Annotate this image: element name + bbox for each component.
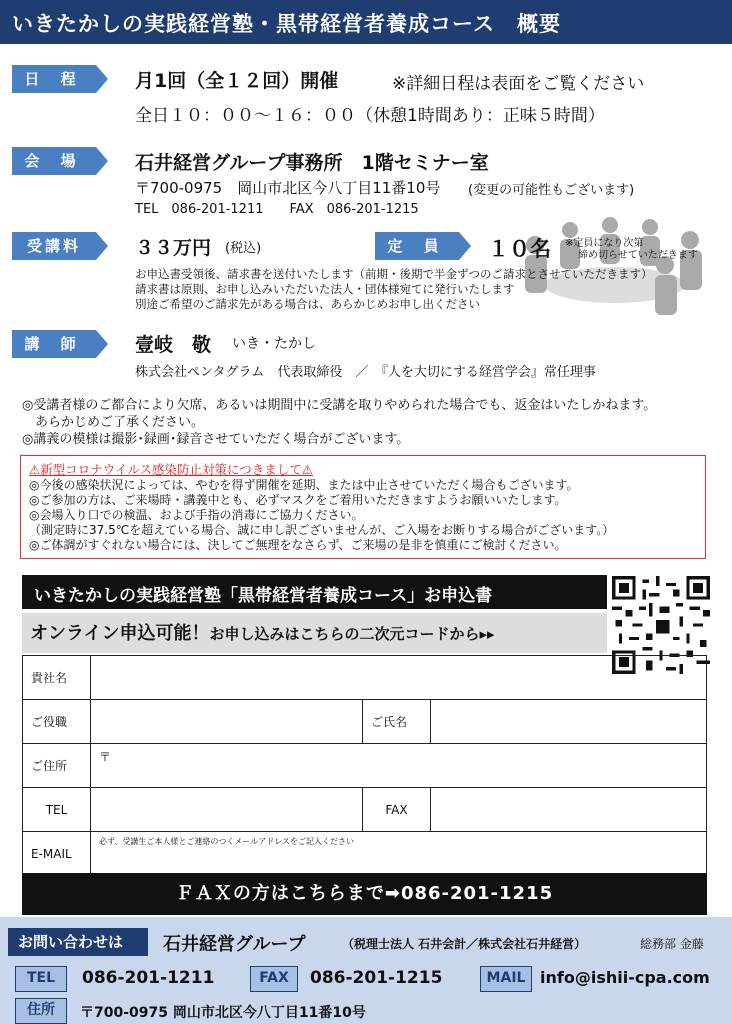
footer-fax: 086-201-1215	[310, 968, 443, 988]
lecturer-tag-arrow	[96, 330, 108, 358]
fee-tag: 受講料	[12, 232, 96, 260]
venue-tag: 会 場	[12, 147, 96, 175]
footer-tel-tag: TEL	[15, 966, 67, 992]
page-title: いきたかしの実践経営塾・黒帯経営者養成コース 概要	[0, 0, 732, 44]
covid-title: ⚠新型コロナウイルス感染防止対策につきまして⚠	[29, 462, 313, 477]
venue-tel-fax: TEL 086-201-1211 FAX 086-201-1215	[135, 202, 419, 217]
lecturer-kana: いき・たかし	[232, 336, 316, 352]
email-label: E-MAIL	[23, 832, 91, 876]
lecturer-tag: 講 師	[12, 330, 96, 358]
fee-note-1: お申込書受領後、請求書を送付いたします（前期・後期で半金ずつのご請求とさせていただきます）	[135, 267, 653, 281]
contact-tag: お問い合わせは	[8, 928, 148, 956]
footer-tel[interactable]: 086-201-1211	[82, 968, 215, 988]
fee-note-3: 別途ご希望のご請求先がある場合は、あらかじめお申し出ください	[135, 297, 480, 311]
fee-tax: (税込)	[225, 241, 262, 256]
application-form	[22, 655, 707, 876]
covid-line-4: （測定時に37.5℃を超えている場合、誠に申し訳ございませんが、ご入場をお断りする場合がございます。）	[29, 523, 615, 537]
capacity-note-1: ※定員になり次第	[565, 238, 644, 249]
venue-name: 石井経営グループ事務所 1階セミナー室	[135, 152, 489, 174]
company-label: 貴社名	[23, 656, 91, 700]
covid-line-3: ◎会場入り口での検温、および手指の消毒にご協力ください。	[29, 508, 364, 522]
footer-company-sub: （税理士法人 石井会計／株式会社石井経営）	[342, 937, 587, 951]
covid-line-5: ◎ご体調がすぐれない場合には、決してご無理をなさらず、ご来場の是非を慎重にご検討ください。	[29, 538, 567, 552]
schedule-tag-arrow	[96, 65, 108, 93]
covid-notice	[20, 455, 706, 559]
address-label: ご住所	[23, 744, 91, 788]
note-1: ◎受講者様のご都合により欠席、あるいは期間中に受講を取りやめられた場合でも、返金はいたしかねます。	[22, 398, 657, 413]
tel-field[interactable]	[91, 788, 363, 832]
schedule-main: 月1回（全１２回）開催	[135, 70, 339, 92]
fee-tag-arrow	[96, 232, 108, 260]
venue-address: 〒700-0975 岡山市北区今八丁目11番10号	[135, 179, 441, 197]
position-field[interactable]	[91, 700, 363, 744]
online-strong: オンライン申込可能！	[30, 623, 210, 644]
company-field[interactable]	[91, 656, 707, 700]
footer-mail[interactable]: info@ishii-cpa.com	[540, 968, 710, 987]
meeting-illustration	[515, 205, 715, 325]
note-2: あらかじめご了承ください。	[22, 415, 205, 430]
email-note: 必ず、受講生ご本人様とご連絡のつくメールアドレスをご記入ください	[99, 837, 354, 846]
venue-address-note: (変更の可能性もございます)	[468, 183, 635, 198]
online-rest: お申し込みはこちらの二次元コードから▸▸	[209, 625, 495, 643]
name-field[interactable]	[431, 700, 707, 744]
schedule-tag: 日 程	[12, 65, 96, 93]
lecturer-name: 壹岐 敬	[135, 334, 212, 356]
covid-line-1: ◎今後の感染状況によっては、やむを得ず開催を延期、または中止させていただく場合もございます。	[29, 478, 579, 492]
form-heading: いきたかしの実践経営塾「黒帯経営者養成コース」お申込書	[22, 575, 607, 609]
footer-fax-tag: FAX	[250, 966, 298, 992]
fax-field[interactable]	[431, 788, 707, 832]
footer-addr-tag: 住所	[15, 998, 67, 1024]
fee-note-2: 請求書は原則、お申し込みいただいた法人・団体様宛てに発行いたします	[135, 282, 515, 296]
position-label: ご役職	[23, 700, 91, 744]
schedule-note: ※詳細日程は表面をご覧ください	[392, 74, 645, 94]
venue-tag-arrow	[96, 147, 108, 175]
name-label: ご氏名	[363, 700, 431, 744]
footer-dept: 総務部 金藤	[640, 937, 704, 951]
footer-addr: 〒700-0975 岡山市北区今八丁目11番10号	[80, 1005, 366, 1021]
capacity-tag: 定 員	[375, 232, 459, 260]
fee-amount: ３３万円	[135, 237, 212, 259]
schedule-time: 全日１０：００〜１６：００（休憩1時間あり：正味５時間）	[135, 106, 605, 126]
capacity-value: １０名	[488, 237, 551, 261]
footer-mail-tag: MAIL	[480, 966, 532, 992]
fax-label: FAX	[363, 788, 431, 832]
postal-mark: 〒	[99, 750, 112, 764]
covid-line-2: ◎ご参加の方は、ご来場時・講義中とも、必ずマスクをご着用いただきますようお願いいたします。	[29, 493, 567, 507]
footer-company: 石井経営グループ	[163, 934, 306, 955]
capacity-note-2: 締め切らせていただきます	[578, 250, 698, 261]
address-field[interactable]	[91, 744, 707, 788]
lecturer-title: 株式会社ペンタグラム 代表取締役 ／ 『人を大切にする経営学会』常任理事	[135, 365, 596, 380]
email-field[interactable]	[91, 832, 707, 876]
tel-label: TEL	[23, 788, 91, 832]
note-3: ◎講義の模様は撮影･録画･録音させていただく場合がございます。	[22, 432, 410, 447]
fax-bar: ＦＡＸの方はこちらまで➡086-201-1215	[22, 873, 707, 915]
online-banner	[22, 613, 607, 653]
capacity-tag-arrow	[459, 232, 471, 260]
